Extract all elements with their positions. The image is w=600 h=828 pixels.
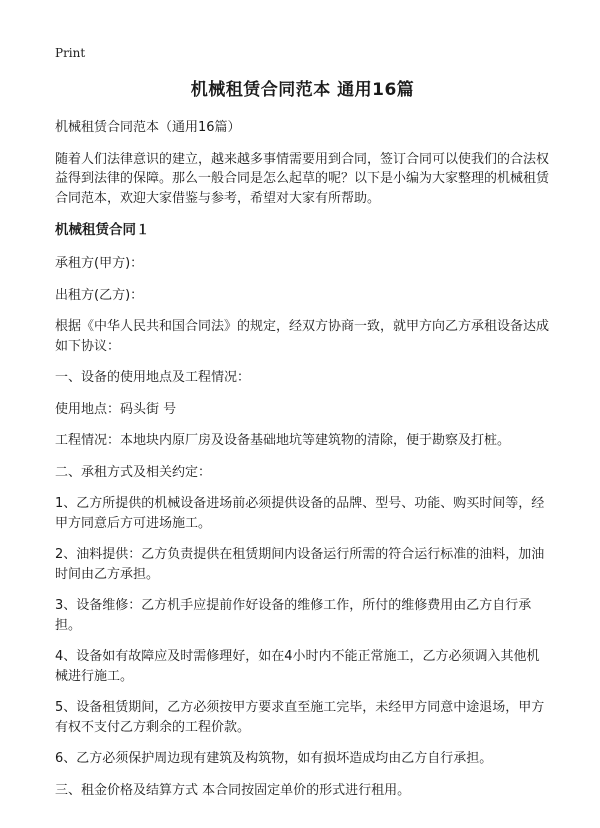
agreement-basis: 根据《中华人民共和国合同法》的规定，经双方协商一致，就甲方向乙方承租设备达成如下协议： — [55, 319, 550, 354]
usage-location: 使用地点：码头街 号 — [55, 401, 177, 417]
print-link[interactable]: Print — [55, 46, 86, 60]
clause-item-1: 1、乙方所提供的机械设备进场前必须提供设备的品牌、型号、功能、购买时间等，经甲方同意后方可进场施工。 — [55, 496, 545, 531]
clause-heading-1: 一、设备的使用地点及工程情况： — [55, 370, 251, 385]
clause-item-3: 3、设备维修：乙方机手应提前作好设备的维修工作，所付的维修费用由乙方自行承担。 — [55, 598, 532, 633]
clause-item-5: 5、设备租赁期间，乙方必须按甲方要求直至施工完毕，未经甲方同意中途退场，甲方有权不支付乙方剩余的工程价款。 — [55, 700, 545, 735]
document-subtitle: 机械租赁合同范本（通用16篇） — [55, 120, 241, 135]
clause-item-4: 4、设备如有故障应及时需修理好，如在4小时内不能正常施工，乙方必须调入其他机械进行施工。 — [55, 649, 540, 684]
lessee-line: 承租方(甲方)： — [55, 256, 144, 271]
section-heading: 机械租赁合同１ — [55, 222, 150, 238]
page-title: 机械租赁合同范本 通用16篇 — [190, 80, 415, 100]
clause-heading-3: 三、租金价格及结算方式 本合同按固定单价的形式进行租用。 — [55, 782, 411, 798]
clause-heading-2: 二、承租方式及相关约定： — [55, 464, 212, 480]
intro-paragraph: 随着人们法律意识的建立，越来越多事情需要用到合同，签订合同可以使我们的合法权益得到法律的保障。那么一般合同是怎么起草的呢？以下是小编为大家整理的机械租赁合同范本，欢迎大家借鉴与参考，希望对大家有所帮助。 — [55, 151, 550, 206]
clause-item-6: 6、乙方必须保护周边现有建筑及构筑物，如有损坏造成均由乙方自行承担。 — [55, 751, 493, 766]
lessor-line: 出租方(乙方)： — [55, 287, 144, 303]
project-description: 工程情况：本地块内原厂房及设备基础地坑等建筑物的清除，便于勘察及打桩。 — [55, 433, 511, 448]
clause-item-2: 2、油料提供：乙方负责提供在租赁期间内设备运行所需的符合运行标准的油料，加油时间由乙方承担。 — [55, 547, 545, 582]
document-body — [55, 78, 550, 812]
